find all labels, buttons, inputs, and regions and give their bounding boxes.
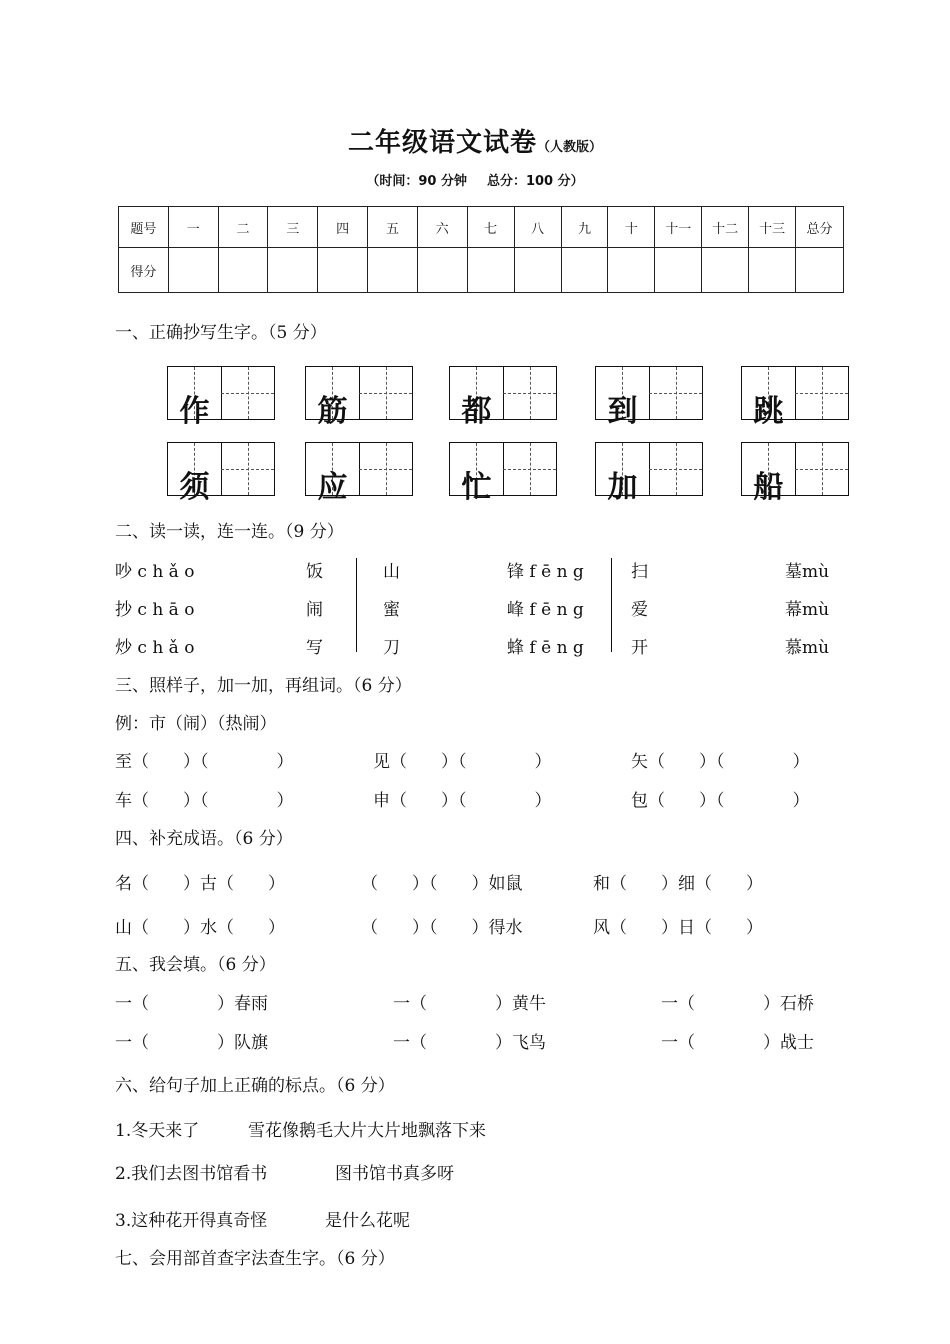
score-total-cell: 总分 [796, 207, 844, 248]
match-item: 抄 c h ā o [115, 600, 195, 620]
question-number-cell: 一 [168, 207, 218, 248]
question-number-cell: 二 [218, 207, 268, 248]
score-blank-cell [608, 248, 655, 293]
fill-item: 申（ ）（ ） [373, 791, 552, 811]
char-box [305, 366, 413, 425]
section-4-heading: 四、补充成语。（6 分） [115, 829, 293, 849]
model-char: 筋 [317, 395, 348, 425]
grid-dash [503, 393, 556, 394]
score-blank-cell [268, 248, 318, 293]
question-number-cell: 三 [268, 207, 318, 248]
match-item: 吵 c h ǎ o [115, 562, 195, 582]
question-number-cell: 七 [467, 207, 514, 248]
score-value-row [119, 248, 844, 293]
fill-item: （ ）（ ）如鼠 [361, 874, 523, 894]
question-number-cell: 五 [368, 207, 418, 248]
char-box [449, 366, 557, 425]
char-box [595, 366, 703, 425]
question-number-cell: 八 [514, 207, 561, 248]
model-char: 加 [607, 471, 638, 501]
question-number-cell: 六 [417, 207, 467, 248]
section-3-heading: 三、照样子，加一加，再组词。（6 分） [115, 676, 412, 696]
model-char: 都 [461, 395, 492, 425]
fill-item: 包（ ）（ ） [631, 791, 810, 811]
fill-item: 矢（ ）（ ） [631, 752, 810, 772]
match-item: 闹 [306, 600, 323, 620]
question-number-cell: 十 [608, 207, 655, 248]
match-item: 写 [306, 638, 323, 658]
exam-total: 总分：100 分） [486, 174, 584, 189]
match-item: 幕mù [785, 600, 830, 620]
match-item: 墓mù [785, 562, 830, 582]
grid-dash [221, 469, 274, 470]
score-blank-cell [368, 248, 418, 293]
fill-item: 风（ ）日（ ） [593, 918, 763, 938]
grid-dash [795, 393, 848, 394]
fill-item: 见（ ）（ ） [373, 752, 552, 772]
match-item: 慕mù [785, 638, 830, 658]
char-box [167, 442, 275, 501]
model-char: 到 [607, 395, 638, 425]
section-3-example: 例：市（闹）（热闹） [115, 714, 277, 734]
exam-info [0, 170, 950, 189]
sentence-part: 3.这种花开得真奇怪 [115, 1211, 268, 1231]
fill-item: 山（ ）水（ ） [115, 918, 285, 938]
model-char: 忙 [461, 471, 492, 501]
match-item: 刀 [383, 638, 400, 658]
grid-dash [503, 469, 556, 470]
grid-dash [359, 469, 412, 470]
section-1-heading: 一、正确抄写生字。（5 分） [115, 323, 327, 343]
fill-item: 一（ ）战士 [661, 1033, 814, 1053]
sentence-part: 是什么花呢 [325, 1211, 410, 1231]
grid-dash [359, 393, 412, 394]
question-number-cell: 九 [561, 207, 608, 248]
match-item: 峰 f ē n g [507, 600, 584, 620]
model-char: 跳 [753, 395, 784, 425]
score-blank-cell [168, 248, 218, 293]
sentence-part: 雪花像鹅毛大片大片地飘落下来 [248, 1121, 486, 1141]
score-blank-cell [417, 248, 467, 293]
score-blank-cell [467, 248, 514, 293]
match-item: 锋 f ē n g [507, 562, 584, 582]
question-number-cell: 十二 [702, 207, 749, 248]
sentence-part: 2.我们去图书馆看书 [115, 1164, 268, 1184]
score-blank-cell [749, 248, 796, 293]
model-char: 船 [753, 471, 784, 501]
section-7-heading: 七、会用部首查字法查生字。（6 分） [115, 1249, 395, 1269]
score-blank-cell [318, 248, 368, 293]
fill-item: 至（ ）（ ） [115, 752, 294, 772]
match-item: 爱 [631, 600, 648, 620]
model-char: 须 [179, 471, 210, 501]
char-box [595, 442, 703, 501]
fill-item: 一（ ）队旗 [115, 1033, 268, 1053]
fill-item: 一（ ）飞鸟 [393, 1033, 546, 1053]
match-item: 开 [631, 638, 648, 658]
fill-item: （ ）（ ）得水 [361, 918, 523, 938]
score-blank-cell [514, 248, 561, 293]
sentence-part: 图书馆书真多呀 [335, 1164, 454, 1184]
question-number-cell: 十三 [749, 207, 796, 248]
score-blank-cell [796, 248, 844, 293]
model-char: 作 [179, 395, 210, 425]
match-divider-1 [356, 558, 357, 652]
match-item: 蜂 f ē n g [507, 638, 584, 658]
question-number-cell: 十一 [655, 207, 702, 248]
score-blank-cell [655, 248, 702, 293]
sentence-part: 1.冬天来了 [115, 1121, 200, 1141]
match-item: 饭 [306, 562, 323, 582]
char-box [305, 442, 413, 501]
title-main: 二年级语文试卷 [347, 128, 537, 158]
score-label-cell: 得分 [119, 248, 169, 293]
page-title [0, 122, 950, 159]
score-blank-cell [561, 248, 608, 293]
grid-dash [649, 469, 702, 470]
char-box [167, 366, 275, 425]
fill-item: 名（ ）古（ ） [115, 874, 285, 894]
score-label-cell: 题号 [119, 207, 169, 248]
match-item: 扫 [631, 562, 648, 582]
title-sub: （人教版） [537, 140, 603, 155]
score-blank-cell [702, 248, 749, 293]
fill-item: 一（ ）黄牛 [393, 994, 546, 1014]
match-divider-2 [611, 558, 612, 652]
fill-item: 和（ ）细（ ） [593, 874, 763, 894]
exam-time: （时间：90 分钟 [366, 174, 467, 189]
fill-item: 一（ ）春雨 [115, 994, 268, 1014]
char-box [741, 366, 849, 425]
section-2-heading: 二、读一读，连一连。（9 分） [115, 522, 344, 542]
fill-item: 车（ ）（ ） [115, 791, 294, 811]
section-5-heading: 五、我会填。（6 分） [115, 955, 276, 975]
char-box [449, 442, 557, 501]
match-item: 炒 c h ǎ o [115, 638, 195, 658]
match-item: 蜜 [383, 600, 400, 620]
grid-dash [649, 393, 702, 394]
fill-item: 一（ ）石桥 [661, 994, 814, 1014]
match-item: 山 [383, 562, 400, 582]
grid-dash [795, 469, 848, 470]
model-char: 应 [317, 471, 348, 501]
section-6-heading: 六、给句子加上正确的标点。（6 分） [115, 1076, 395, 1096]
grid-dash [221, 393, 274, 394]
score-table [118, 206, 844, 293]
question-number-cell: 四 [318, 207, 368, 248]
score-header-row [119, 207, 844, 248]
char-box [741, 442, 849, 501]
score-blank-cell [218, 248, 268, 293]
